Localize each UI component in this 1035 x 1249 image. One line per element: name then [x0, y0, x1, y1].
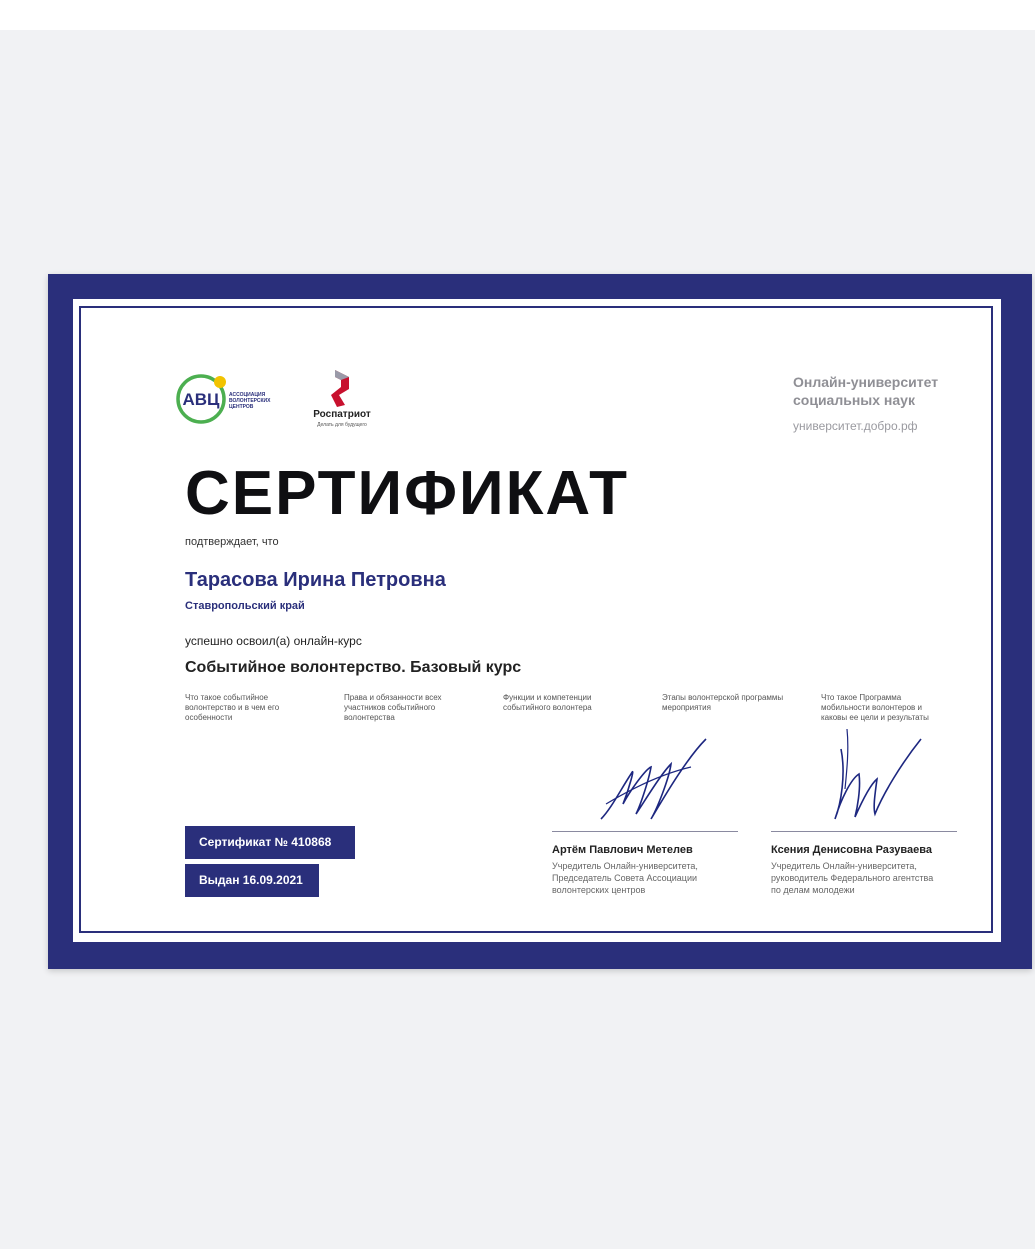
rospatriot-tagline: Делать для будущего [317, 422, 367, 428]
top-band [0, 0, 1035, 30]
course-title: Событийное волонтерство. Базовый курс [185, 659, 522, 676]
signature-metelev [591, 719, 721, 829]
svg-text:ВОЛОНТЕРСКИХ: ВОЛОНТЕРСКИХ [229, 398, 271, 404]
signer-name: Артём Павлович Метелев [552, 844, 693, 856]
course-topic: Функции и компетенции событийного волонтера [503, 693, 592, 712]
course-topic: Что такое событийное волонтерство и в чем его особенности [185, 693, 280, 722]
signer-block [771, 831, 957, 896]
rospatriot-logo [305, 367, 385, 431]
svg-text:АССОЦИАЦИЯ: АССОЦИАЦИЯ [229, 392, 266, 398]
signature-line [771, 831, 957, 832]
signer-name: Ксения Денисовна Разуваева [771, 844, 932, 856]
certificate-border [48, 274, 1032, 969]
certificate-paper [73, 299, 1001, 942]
certificate-heading: СЕРТИФИКАТ [185, 459, 629, 528]
signer-role: Учредитель Онлайн-университета, руководитель Федерального агентства по делам молодежи [771, 861, 934, 895]
rospatriot-name: Роспатриот [313, 409, 371, 420]
issue-date-badge: Выдан 16.09.2021 [185, 864, 319, 897]
course-topic: Этапы волонтерской программы мероприятия [662, 693, 784, 712]
svg-text:ЦЕНТРОВ: ЦЕНТРОВ [229, 404, 254, 410]
university-site: университет.добро.рф [793, 419, 918, 433]
avc-logo-mark [173, 369, 283, 429]
certificate-number-badge: Сертификат № 410868 [185, 826, 355, 859]
recipient-name: Тарасова Ирина Петровна [185, 569, 446, 591]
recipient-region: Ставропольский край [185, 600, 305, 612]
signature-razuvaeva [811, 719, 931, 829]
confirms-text: подтверждает, что [185, 536, 279, 548]
signer-role: Учредитель Онлайн-университета, Председатель Совета Ассоциации волонтерских центров [552, 861, 698, 895]
course-topic: Права и обязанности всех участников событийного волонтерства [344, 693, 442, 722]
university-title: Онлайн-университет социальных наук [793, 374, 939, 408]
rospatriot-emblem [305, 367, 379, 409]
completed-text: успешно освоил(а) онлайн-курс [185, 634, 362, 648]
signer-block [552, 831, 738, 896]
course-topic: Что такое Программа мобильности волонтеров и каковы ее цели и результаты [821, 693, 929, 722]
university-block [793, 373, 983, 433]
avc-logo [173, 369, 283, 429]
svg-text:АВЦ: АВЦ [182, 390, 220, 409]
signature-line [552, 831, 738, 832]
